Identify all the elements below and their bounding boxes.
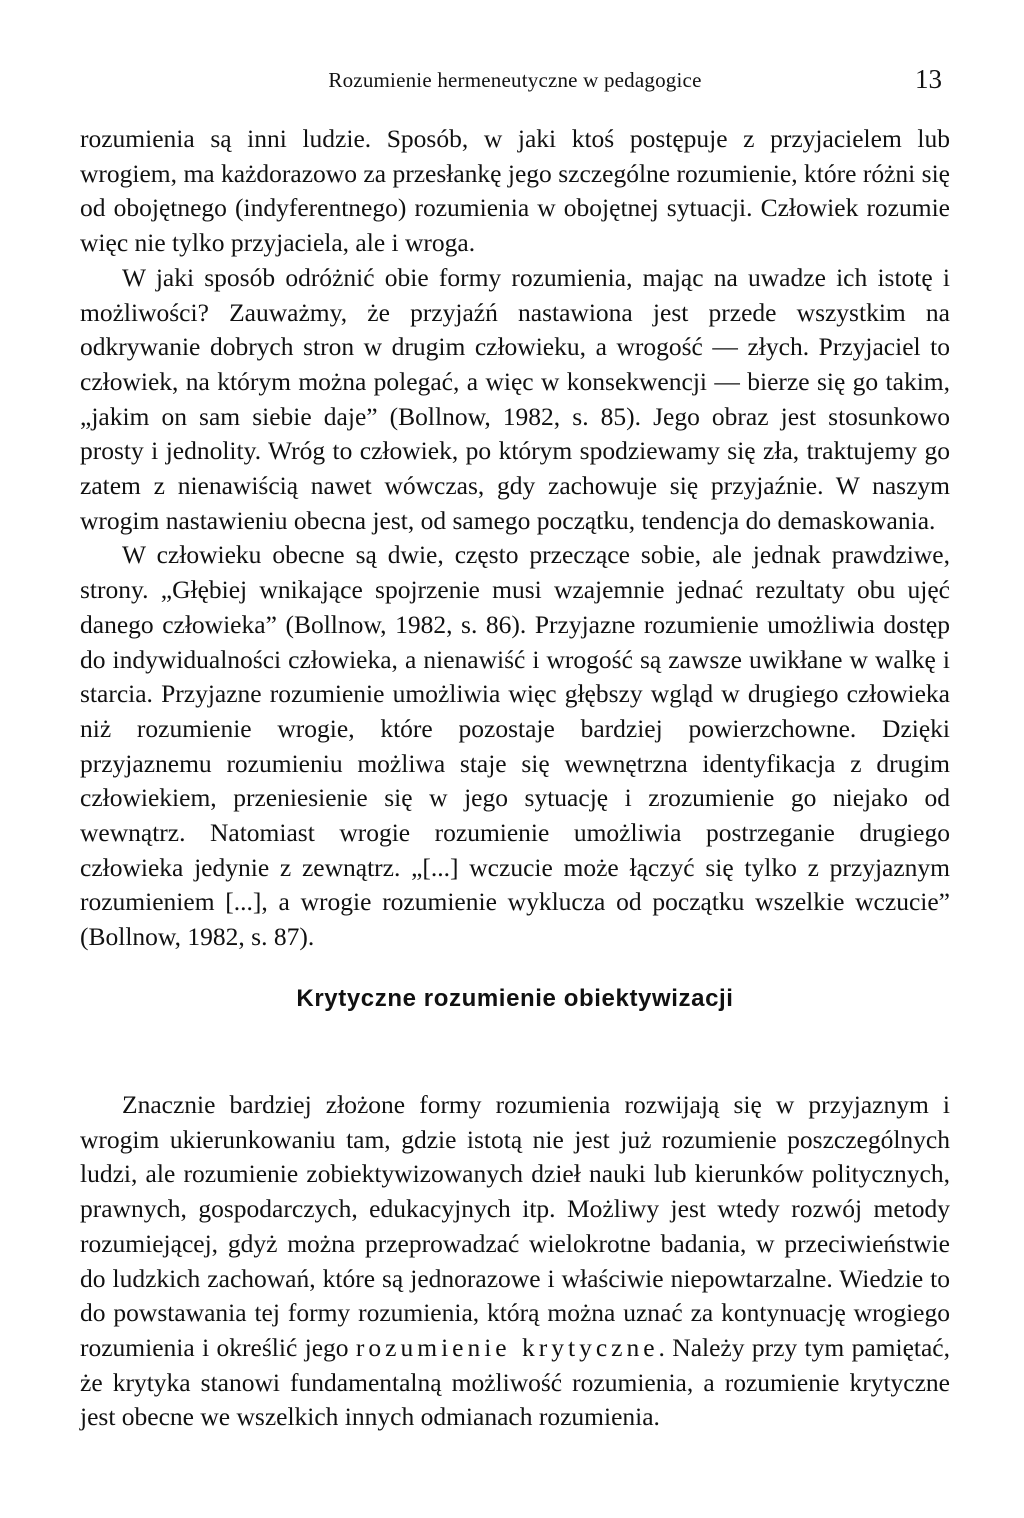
paragraph-4-text-after: . Należy przy tym pamiętać, że krytyka stanowi fundamentalną możliwość rozumienia, a rozumienie krytyczne jest obecne we wszelkich innych odmianach rozumienia. [80, 1332, 950, 1432]
spaced-emphasis-term: rozumienie krytyczne [355, 1332, 659, 1362]
paragraph-4-text-before: Znacznie bardziej złożone formy rozumienia rozwijają się w przyjaznym i wrogim ukierunkowaniu tam, gdzie istotą nie jest już rozumienie poszczególnych ludzi, ale rozumienie zobiektywizowanych dzieł nauki lub kierunków politycznych, prawnych, gospodarczych, edukacyjnych itp. Możliwy jest wtedy rozwój metody rozumiejącej, gdyż można przeprowadzać wielokrotne badania, w przeciwieństwie do ludzkich zachowań, które są jednorazowe i właściwie niepowtarzalne. Wiedzie to do powstawania tej formy rozumienia, którą można uznać za kontynuację wrogiego rozumienia i określić jego [80, 1090, 950, 1362]
running-head [80, 62, 950, 102]
section-2-body [80, 1088, 950, 1435]
section-heading: Krytyczne rozumienie obiektywizacji [296, 985, 734, 1012]
paragraph-1: rozumienia są inni ludzie. Sposób, w jaki ktoś postępuje z przyjacielem lub wrogiem, ma każdorazowo za przesłankę jego szczególne rozumienie, które różni się od obojętnego (indyferentnego) rozumienia w obojętnej sytuacji. Człowiek rozumie więc nie tylko przyjaciela, ale i wroga. [80, 124, 950, 258]
paragraph-2: W jaki sposób odróżnić obie formy rozumienia, mając na uwadze ich istotę i możliwości? Zauważmy, że przyjaźń nastawiona jest przede wszystkim na odkrywanie dobrych stron w drugim człowieku, a wrogość — złych. Przyjaciel to człowiek, na którym można polegać, a więc w konsekwencji — bierze się go takim, „jakim on sam siebie daje” (Bollnow, 1982, s. 85). Jego obraz jest stosunkowo prosty i jednolity. Wróg to człowiek, po którym spodziewamy się zła, traktujemy go zatem z nienawiścią nawet wówczas, gdy zachowuje się przyjaźnie. W naszym wrogim nastawieniu obecna jest, od samego początku, tendencja do demaskowania. [80, 262, 950, 535]
section-1-body [80, 122, 950, 955]
paragraph-3: W człowieku obecne są dwie, często przeczące sobie, ale jednak prawdziwe, strony. „Głębiej wnikające spojrzenie musi wzajemnie jednać rezultaty obu ujęć danego człowieka” (Bollnow, 1982, s. 86). Przyjazne rozumienie umożliwia dostęp do indywidualności człowieka, a nienawiść i wrogość są zawsze uwikłane w walkę i starcia. Przyjazne rozumienie umożliwia więc głębszy wgląd w drugiego człowieka niż rozumienie wrogie, które pozostaje bardziej powierzchowne. Dzięki przyjaznemu rozumieniu możliwa staje się wewnętrzna identyfikacja z drugim człowiekiem, przeniesienie się w jego sytuację i zrozumienie go niejako od wewnątrz. Natomiast wrogie rozumienie umożliwia postrzeganie drugiego człowieka jedynie z zewnątrz. „[...] wczucie może łączyć się tylko z przyjaznym rozumieniem [...], a wrogie rozumienie wyklucza od początku wszelkie wczucie” (Bollnow, 1982, s. 87). [80, 540, 950, 952]
running-title: Rozumienie hermeneutyczne w pedagogice [328, 68, 702, 92]
paragraph-4 [80, 1088, 950, 1435]
page-number: 13 [915, 64, 942, 94]
